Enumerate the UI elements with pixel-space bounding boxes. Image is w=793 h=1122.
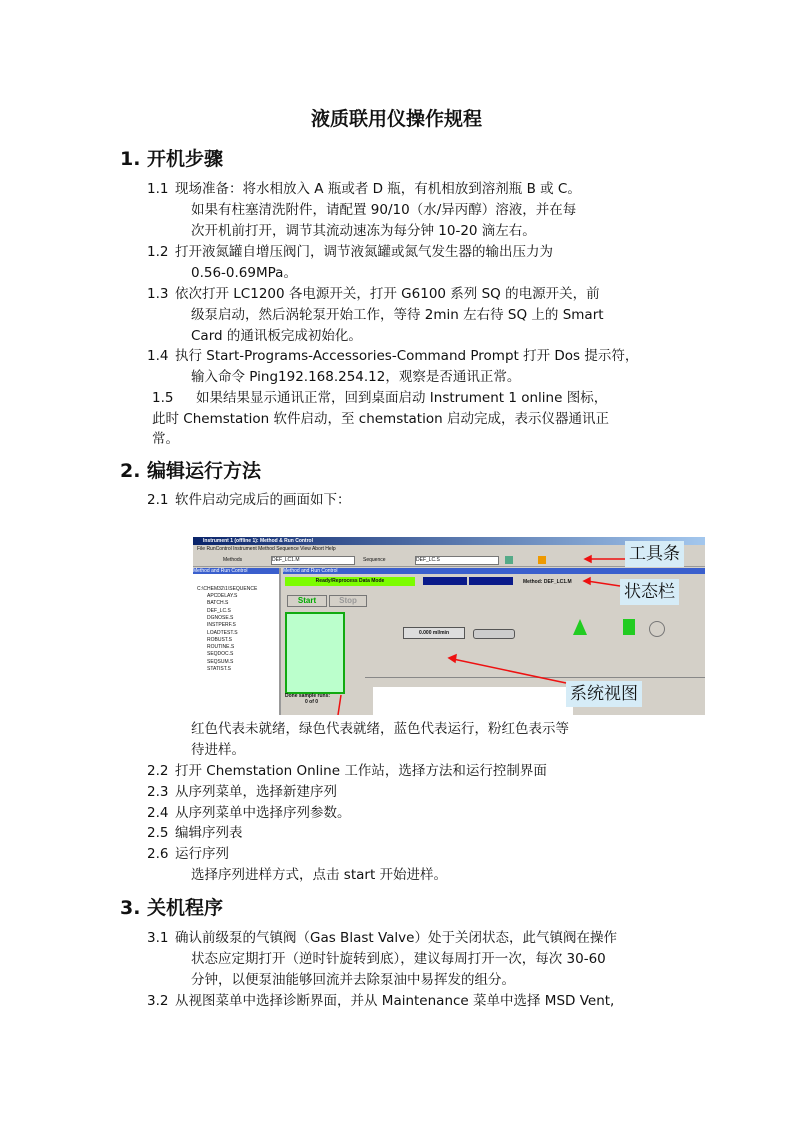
- page-title: 液质联用仪操作规程: [310, 108, 482, 130]
- item-number: 2.5: [147, 825, 169, 841]
- text-line: 打开 Chemstation Online 工作站，选择方法和运行控制界面: [175, 763, 547, 779]
- item-number: 1.5: [152, 390, 174, 406]
- tree-item[interactable]: SEQSUM.S: [207, 658, 234, 665]
- callout-status: 状态栏: [620, 579, 679, 605]
- text-line: 从序列菜单中选择序列参数。: [175, 805, 351, 821]
- flow-rate: 0.000 ml/min: [403, 627, 465, 639]
- tree-item[interactable]: LOADTEST.S: [207, 629, 238, 636]
- text-line: 红色代表未就绪，绿色代表就绪，蓝色代表运行，粉红色表示等: [191, 721, 569, 737]
- red-arrows: [193, 537, 705, 715]
- tree-item[interactable]: INSTPERF.S: [207, 622, 236, 629]
- item-number: 2.2: [147, 763, 169, 779]
- menu-bar[interactable]: File RunControl Instrument Method Sequence View Abort Help: [197, 546, 336, 552]
- text-line: 次开机前打开，调节其流动速冻为每分钟 10-20 滴左右。: [191, 223, 536, 239]
- chemstation-screenshot: [193, 537, 705, 715]
- text-line: 输入命令 Ping192.168.254.12，观察是否通讯正常。: [191, 369, 521, 385]
- stop-button[interactable]: Stop: [329, 595, 367, 607]
- item-number: 1.3: [147, 286, 169, 302]
- tree-item[interactable]: APCDELAY.S: [207, 593, 238, 599]
- text-line: 依次打开 LC1200 各电源开关，打开 G6100 系列 SQ 的电源开关，前: [175, 286, 600, 302]
- callout-system-view: 系统视图: [566, 681, 642, 707]
- methods-label: Methods: [223, 557, 243, 563]
- item-number: 3.1: [147, 930, 169, 946]
- tree-item[interactable]: DEF_LC.S: [207, 607, 231, 614]
- tree-item[interactable]: DGNOSE.S: [207, 614, 234, 621]
- text-line: 此时 Chemstation 软件启动，至 chemstation 启动完成，表示仪器通讯正: [152, 411, 609, 427]
- callout-toolbar: 工具条: [625, 541, 684, 567]
- item-number: 2.4: [147, 805, 169, 821]
- text-line: 确认前级泵的气镇阀（Gas Blast Valve）处于关闭状态，此气镇阀在操作: [175, 930, 617, 946]
- panel-title: Method and Run Control: [283, 568, 705, 574]
- item-number: 1.4: [147, 348, 169, 364]
- text-line: 软件启动完成后的画面如下：: [175, 492, 351, 508]
- item-number: 1.1: [147, 181, 169, 197]
- text-line: 执行 Start-Programs-Accessories-Command Prompt 打开 Dos 提示符，: [175, 348, 639, 364]
- item-number: 1.2: [147, 244, 169, 260]
- done-label: Done sample runs:: [285, 693, 331, 699]
- text-line: 状态应定期打开（逆时针旋转到底），建议每周打开一次，每次 30-60: [191, 951, 606, 967]
- sequence-label: Sequence: [363, 557, 386, 563]
- item-number: 3.2: [147, 993, 169, 1009]
- tree-item[interactable]: BATCH.S: [207, 600, 229, 607]
- tree-item[interactable]: ROBUST.S: [207, 636, 233, 643]
- text-line: 分钟，以便泵油能够回流并去除泵油中易挥发的组分。: [191, 972, 515, 988]
- text-line: Card 的通讯板完成初始化。: [191, 328, 362, 344]
- item-number: 2.6: [147, 846, 169, 862]
- item-number: 2.3: [147, 784, 169, 800]
- text-line: 0.56-0.69MPa。: [191, 265, 297, 281]
- status-bar: Ready/Reprocess Data Mode: [285, 577, 415, 586]
- method-status: Method: DEF_LC1.M: [523, 579, 572, 585]
- text-line: 从视图菜单中选择诊断界面，并从 Maintenance 菜单中选择 MSD Vent,: [175, 993, 615, 1009]
- section-heading: 2. 编辑运行方法: [120, 460, 262, 482]
- panel-title: Method and Run Control: [193, 568, 279, 574]
- done-count: 0 of 0: [305, 699, 319, 705]
- text-line: 级泵启动，然后涡轮泵开始工作，等待 2min 左右待 SQ 上的 Smart: [191, 307, 604, 323]
- text-line: 现场准备：将水相放入 A 瓶或者 D 瓶，有机相放到溶剂瓶 B 或 C。: [175, 181, 581, 197]
- text-line: 运行序列: [175, 846, 229, 862]
- text-line: 打开液氮罐自增压阀门，调节液氮罐或氮气发生器的输出压力为: [175, 244, 553, 260]
- tree-item[interactable]: SEQDOC.S: [207, 651, 234, 658]
- text-line: 选择序列进样方式，点击 start 开始进样。: [191, 867, 448, 883]
- tree-root[interactable]: C:\CHEM32\1\SEQUENCE: [197, 586, 258, 592]
- text-line: 如果有柱塞清洗附件，请配置 90/10（水/异丙醇）溶液，并在每: [191, 202, 577, 218]
- start-button[interactable]: Start: [287, 595, 327, 607]
- section-heading: 3. 关机程序: [120, 897, 224, 919]
- text-line: 待进样。: [191, 742, 245, 758]
- text-line: 常。: [152, 431, 179, 447]
- tree-item[interactable]: ROUTINE.S: [207, 644, 235, 651]
- tree-item[interactable]: STATIST.S: [207, 666, 231, 672]
- window-title: Instrument 1 (offline 1): Method & Run Control: [193, 537, 705, 545]
- sequence-select[interactable]: DEF_LC.S: [415, 556, 499, 565]
- section-heading: 1. 开机步骤: [120, 148, 224, 170]
- text-line: 从序列菜单，选择新建序列: [175, 784, 337, 800]
- text-line: 如果结果显示通讯正常，回到桌面启动 Instrument 1 online 图标，: [196, 390, 608, 406]
- item-number: 2.1: [147, 492, 169, 508]
- text-line: 编辑序列表: [175, 825, 243, 841]
- method-select[interactable]: DEF_LC1.M: [271, 556, 355, 565]
